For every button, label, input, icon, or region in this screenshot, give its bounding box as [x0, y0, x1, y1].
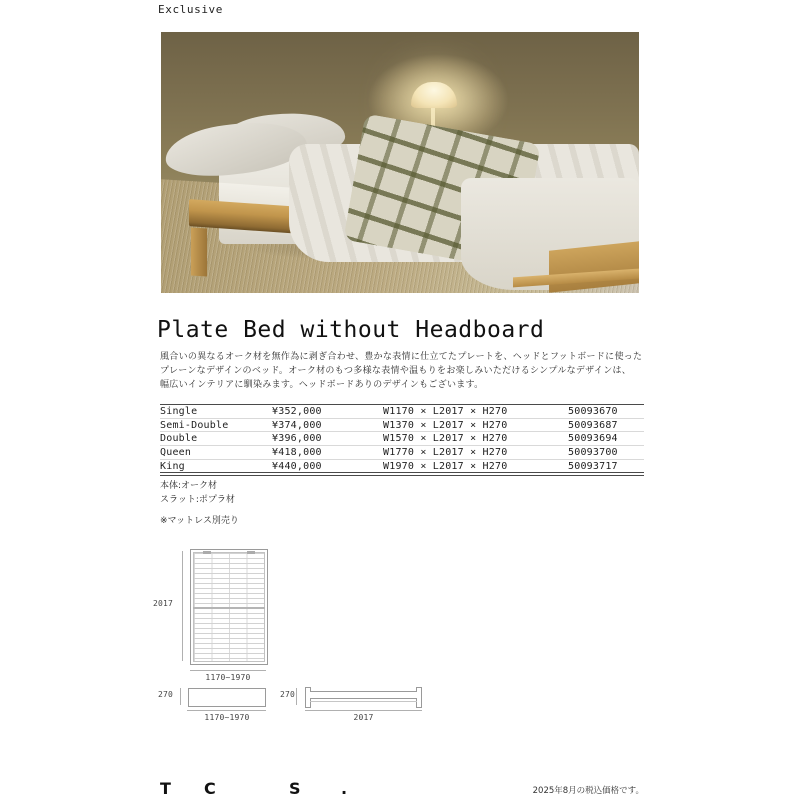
product-code-cell: 50093717	[568, 460, 618, 472]
product-photo	[161, 32, 639, 293]
size-cell: Single	[160, 405, 198, 417]
table-row	[160, 419, 644, 433]
top-view-width-dimension-line	[190, 670, 266, 671]
top-view-length-label: 2017	[153, 599, 174, 608]
dimensions-cell: W1970 × L2017 × H270	[383, 460, 508, 472]
side-view-rail-line	[310, 701, 417, 702]
dimensions-cell: W1170 × L2017 × H270	[383, 405, 508, 417]
material-slats: スラット:ポプラ材	[160, 495, 235, 505]
table-row	[160, 446, 644, 460]
front-view-height-dimension-line	[180, 688, 181, 705]
top-view-length-dimension-line	[182, 551, 183, 661]
edition-label: Exclusive	[158, 3, 224, 16]
top-view-tab	[203, 551, 211, 554]
bed-frame-leg	[191, 227, 207, 276]
side-view-rail	[310, 691, 417, 699]
front-view-drawing	[188, 688, 266, 707]
price-validity-note: 2025年8月の税込価格です。	[532, 786, 644, 796]
size-cell: Semi-Double	[160, 419, 229, 431]
description-line-1: 風合いの異なるオーク材を無作為に剥ぎ合わせ、豊かな表情に仕立てたプレートを、ヘッドとフットボードに使った	[160, 352, 643, 362]
product-code-cell: 50093670	[568, 405, 618, 417]
price-table	[160, 404, 644, 476]
brand-logo-letter-c: C	[204, 779, 216, 798]
price-cell: ¥352,000	[272, 405, 322, 417]
product-description	[160, 351, 642, 392]
size-cell: King	[160, 460, 185, 472]
brand-logo-letter-s: S	[289, 779, 301, 798]
price-cell: ¥396,000	[272, 433, 322, 445]
dimensions-cell: W1370 × L2017 × H270	[383, 419, 508, 431]
size-cell: Double	[160, 433, 198, 445]
dimensions-cell: W1770 × L2017 × H270	[383, 446, 508, 458]
material-body: 本体:オーク材	[160, 481, 218, 491]
description-line-2: プレーンなデザインのベッド。オーク材のもつ多様な表情や温もりをお楽しみいただけるシンプルなデザインは、	[160, 365, 632, 376]
top-view-width-label: 1170~1970	[205, 673, 251, 682]
front-view-width-label: 1170~1970	[204, 713, 250, 722]
product-code-cell: 50093687	[568, 419, 618, 431]
table-row	[160, 432, 644, 446]
mattress-note: ※マットレス別売り	[160, 516, 239, 526]
side-view-height-label: 270	[280, 690, 296, 699]
side-view-length-label: 2017	[353, 713, 374, 722]
price-cell: ¥374,000	[272, 419, 322, 431]
product-title: Plate Bed without Headboard	[157, 317, 545, 343]
table-row	[160, 460, 644, 474]
materials-section	[160, 479, 235, 507]
brand-logo-period: .	[341, 779, 348, 798]
size-cell: Queen	[160, 446, 192, 458]
top-view-drawing	[190, 549, 268, 665]
brand-logo-letter-t: T	[160, 779, 171, 798]
product-code-cell: 50093700	[568, 446, 618, 458]
top-view-tab	[247, 551, 255, 554]
side-view-height-dimension-line	[296, 688, 297, 705]
top-view-center-support	[193, 607, 265, 609]
front-view-width-dimension-line	[187, 710, 266, 711]
side-view-length-dimension-line	[305, 710, 422, 711]
front-view-height-label: 270	[158, 690, 174, 699]
description-line-3: 幅広いインテリアに馴染みます。ヘッドボードありのデザインもございます。	[160, 379, 484, 390]
table-row	[160, 405, 644, 419]
product-code-cell: 50093694	[568, 433, 618, 445]
price-cell: ¥418,000	[272, 446, 322, 458]
price-cell: ¥440,000	[272, 460, 322, 472]
dimensions-cell: W1570 × L2017 × H270	[383, 433, 508, 445]
table-lamp-shade	[411, 82, 457, 108]
